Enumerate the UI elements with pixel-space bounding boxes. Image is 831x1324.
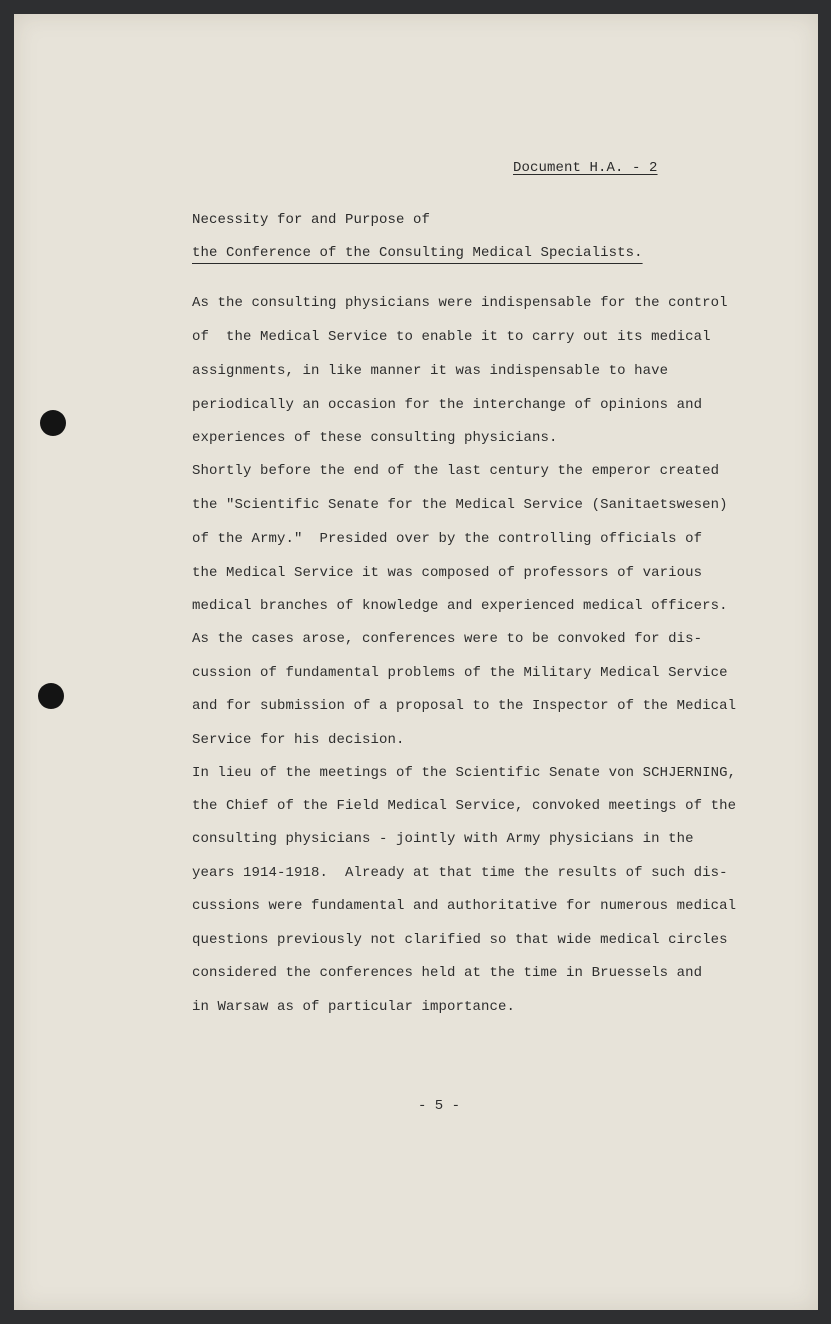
text-line: the Medical Service it was composed of professors of various	[192, 565, 703, 581]
title-line-1: Necessity for and Purpose of	[192, 212, 431, 228]
document-reference: Document H.A. - 2	[513, 160, 658, 176]
text-line: the Chief of the Field Medical Service, convoked meetings of the	[192, 798, 737, 814]
text-line: cussions were fundamental and authoritative for numerous medical	[192, 898, 737, 914]
text-line: of the Army." Presided over by the controlling officials of	[192, 531, 703, 547]
text-line: experiences of these consulting physicians.	[192, 430, 558, 446]
text-line: medical branches of knowledge and experienced medical officers.	[192, 598, 728, 614]
text-line: assignments, in like manner it was indispensable to have	[192, 363, 669, 379]
text-line: As the consulting physicians were indispensable for the control	[192, 295, 728, 311]
text-line: and for submission of a proposal to the Inspector of the Medical	[192, 698, 737, 714]
text-line: of the Medical Service to enable it to carry out its medical	[192, 329, 711, 345]
punch-hole-bottom	[38, 683, 64, 709]
text-line: Service for his decision.	[192, 732, 405, 748]
page-number: - 5 -	[418, 1098, 461, 1114]
text-line: consulting physicians - jointly with Army physicians in the	[192, 831, 694, 847]
document-page	[14, 14, 818, 1310]
text-line: periodically an occasion for the interchange of opinions and	[192, 397, 703, 413]
text-line: cussion of fundamental problems of the Military Medical Service	[192, 665, 728, 681]
text-line: Shortly before the end of the last century the emperor created	[192, 463, 720, 479]
text-line: In lieu of the meetings of the Scientific Senate von SCHJERNING,	[192, 765, 737, 781]
punch-hole-top	[40, 410, 66, 436]
text-line: As the cases arose, conferences were to be convoked for dis-	[192, 631, 703, 647]
text-line: years 1914-1918. Already at that time the results of such dis-	[192, 865, 728, 881]
text-line: considered the conferences held at the time in Bruessels and	[192, 965, 703, 981]
text-line: the "Scientific Senate for the Medical Service (Sanitaetswesen)	[192, 497, 728, 513]
text-line: in Warsaw as of particular importance.	[192, 999, 516, 1015]
text-line: questions previously not clarified so that wide medical circles	[192, 932, 728, 948]
title-line-2: the Conference of the Consulting Medical Specialists.	[192, 245, 643, 261]
